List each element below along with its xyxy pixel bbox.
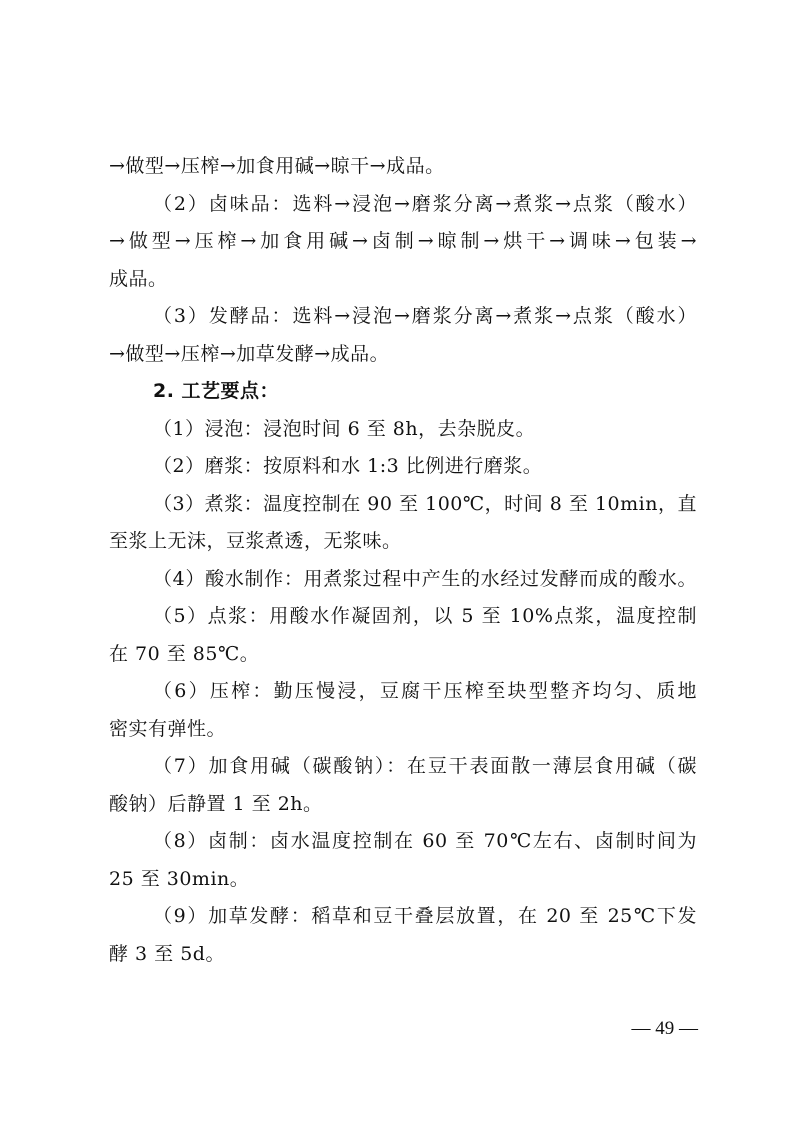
page-number: — 49 — <box>631 1018 698 1039</box>
text-line: （2）磨浆：按原料和水 1:3 比例进行磨浆。 <box>153 455 543 477</box>
text-line: （2）卤味品：选料→浸泡→磨浆分离→煮浆→点浆（酸水） <box>153 192 697 215</box>
text-line: （8）卤制：卤水温度控制在 60 至 70℃左右、卤制时间为 <box>153 830 697 852</box>
text-line: 酸钠）后静置 1 至 2h。 <box>109 792 323 815</box>
text-line: （3）煮浆：温度控制在 90 至 100℃，时间 8 至 10min，直 <box>153 492 697 515</box>
text-line: （9）加草发酵：稻草和豆干叠层放置，在 20 至 25℃下发 <box>153 905 697 927</box>
text-line: →做型→压榨→加草发酵→成品。 <box>109 342 390 365</box>
text-line: →做型→压榨→加食用碱→卤制→晾制→烘干→调味→包装→ <box>109 230 697 252</box>
text-line: 至浆上无沫，豆浆煮透，无浆味。 <box>109 530 402 552</box>
section-heading: 2. 工艺要点： <box>153 380 280 402</box>
text-line: （5）点浆：用酸水作凝固剂，以 5 至 10%点浆，温度控制 <box>153 605 697 627</box>
document-body <box>109 148 697 973</box>
text-line: 成品。 <box>109 267 168 290</box>
text-line: （1）浸泡：浸泡时间 6 至 8h，去杂脱皮。 <box>153 417 536 440</box>
text-line: 25 至 30min。 <box>109 867 250 890</box>
text-line: （4）酸水制作：用煮浆过程中产生的水经过发酵而成的酸水。 <box>153 567 697 590</box>
text-line: （3）发酵品：选料→浸泡→磨浆分离→煮浆→点浆（酸水） <box>153 305 697 327</box>
text-line: （7）加食用碱（碳酸钠）：在豆干表面散一薄层食用碱（碳 <box>153 755 697 777</box>
text-line: （6）压榨：勤压慢浸，豆腐干压榨至块型整齐均匀、质地 <box>153 680 697 702</box>
text-line: 在 70 至 85℃。 <box>109 642 260 665</box>
text-line: 酵 3 至 5d。 <box>109 942 225 965</box>
text-line: →做型→压榨→加食用碱→晾干→成品。 <box>109 155 445 177</box>
text-line: 密实有弹性。 <box>109 717 227 740</box>
